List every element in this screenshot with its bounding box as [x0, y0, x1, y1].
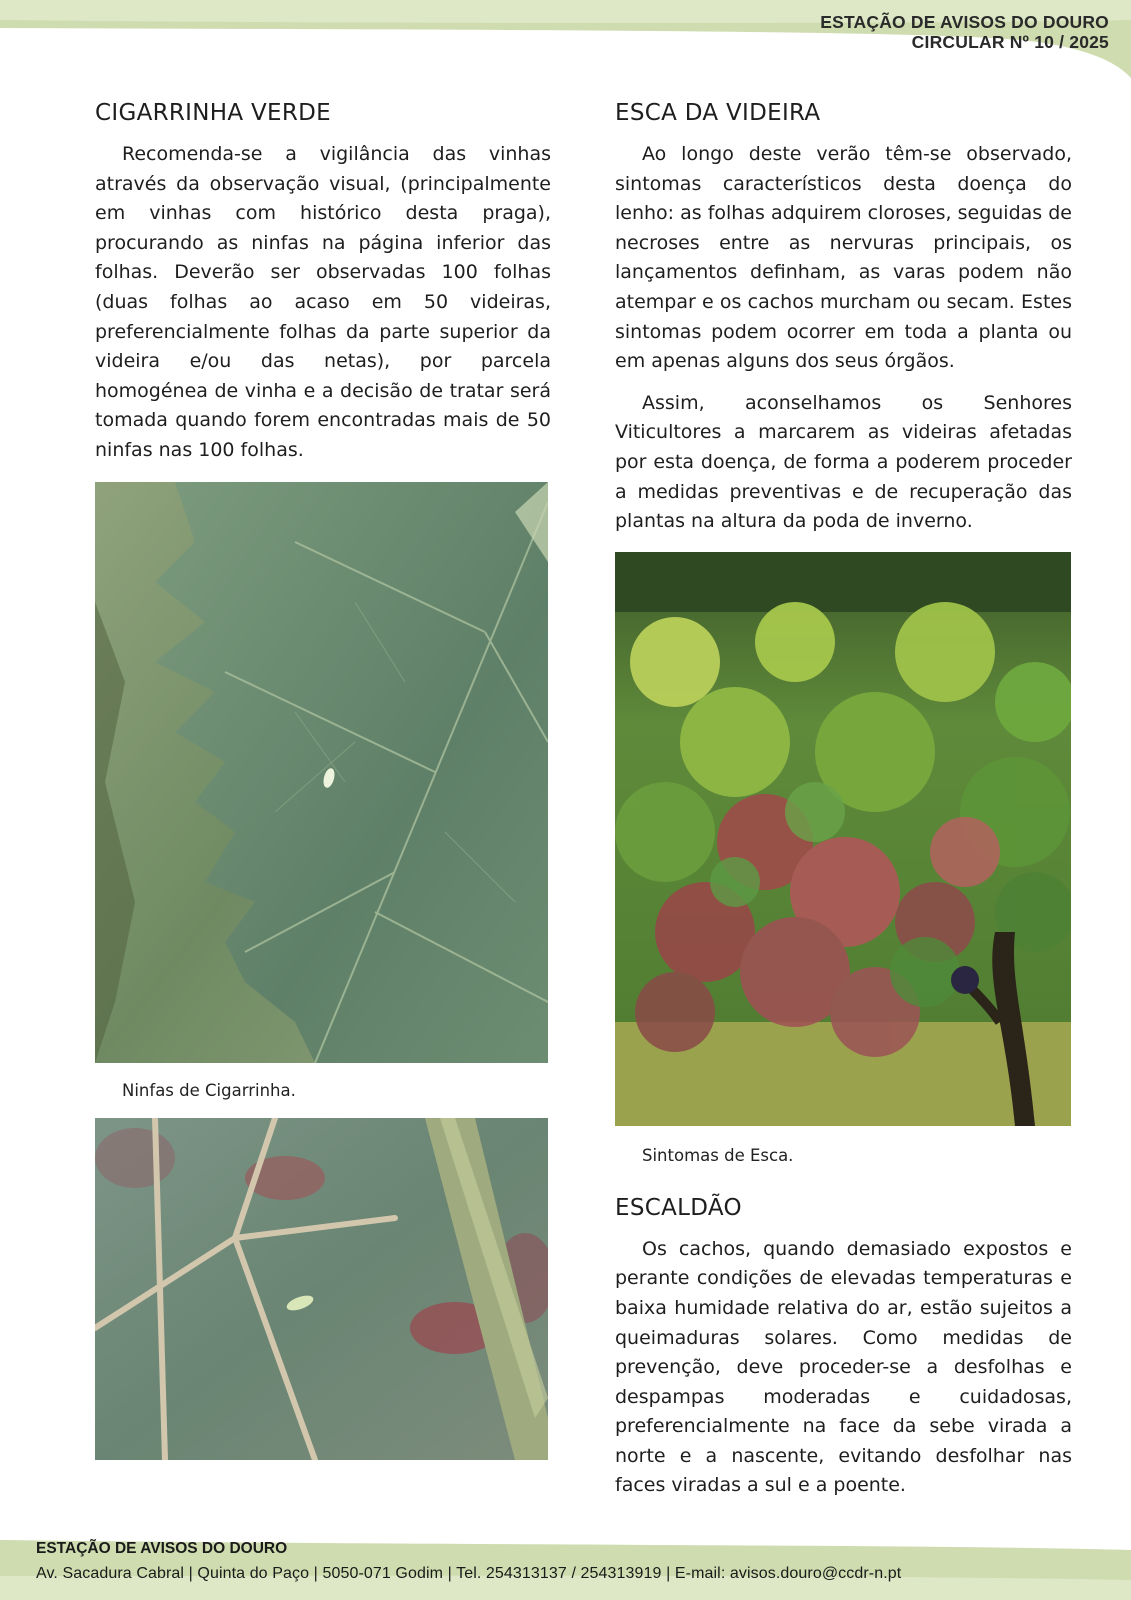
leaf-nymph-caption: Ninfas de Cigarrinha. — [122, 1080, 296, 1100]
esca-paragraph-1: Ao longo deste verão têm-se observado, sintomas característicos desta doença do lenho: as folhas adquirem cloroses, seguidas de necroses entre as nervuras principais, os lançamentos definham, as varas podem não atempar e os cachos murcham ou secam. Estes sintomas podem ocorrer em toda a planta ou em apenas alguns dos seus órgãos. — [615, 143, 1072, 373]
esca-title: ESCA DA VIDEIRA — [615, 100, 821, 126]
left-column — [95, 100, 551, 1460]
esca-caption: Sintomas de Esca. — [642, 1145, 794, 1165]
escaldao-title: ESCALDÃO — [615, 1194, 742, 1221]
footer-org-name: ESTAÇÃO DE AVISOS DO DOURO — [36, 1540, 288, 1557]
header-line-1: ESTAÇÃO DE AVISOS DO DOURO — [820, 12, 1109, 32]
escaldao-paragraph: Os cachos, quando demasiado expostos e perante condições de elevadas temperaturas e baixa humidade relativa do ar, estão sujeitos a queimaduras solares. Como medidas de prevenção, deve proceder-se a desfolhas e despampas moderadas e cuidadosas, preferencialmente na face da sebe virada a norte e a nascente, evitando desfolhar nas faces viradas a sul e a poente. — [615, 1237, 1072, 1497]
footer-address: Av. Sacadura Cabral | Quinta do Paço | 5050-071 Godim | Tel. 254313137 / 254313919 | E-mail: avisos.douro@ccdr-n.pt — [36, 1565, 902, 1582]
cigarrinha-paragraph: Recomenda-se a vigilância das vinhas através da observação visual, (principalmente em vinhas com histórico desta praga), procurando as ninfas na página inferior das folhas. Deverão ser observadas 100 folhas (duas folhas ao acaso em 50 videiras, preferencialmente folhas da parte superior da videira e/ou das netas), por parcela homogénea de vinha e a decisão de tratar será tomada quando forem encontradas mais de 50 ninfas nas 100 folhas. — [95, 143, 551, 461]
header-title-block — [820, 12, 1109, 52]
esca-vine-photo — [615, 552, 1071, 1126]
header-line-2: CIRCULAR Nº 10 / 2025 — [911, 32, 1109, 52]
esca-paragraph-2: Assim, aconselhamos os Senhores Viticultores a marcarem as videiras afetadas por esta doença, de forma a poderem proceder a medidas preventivas e de recuperação das plantas na altura da poda de inverno. — [615, 391, 1072, 533]
leaf-closeup-photo — [95, 1118, 548, 1460]
right-column — [615, 100, 1072, 1501]
leaf-nymph-photo — [95, 482, 548, 1063]
cigarrinha-title: CIGARRINHA VERDE — [95, 100, 331, 126]
